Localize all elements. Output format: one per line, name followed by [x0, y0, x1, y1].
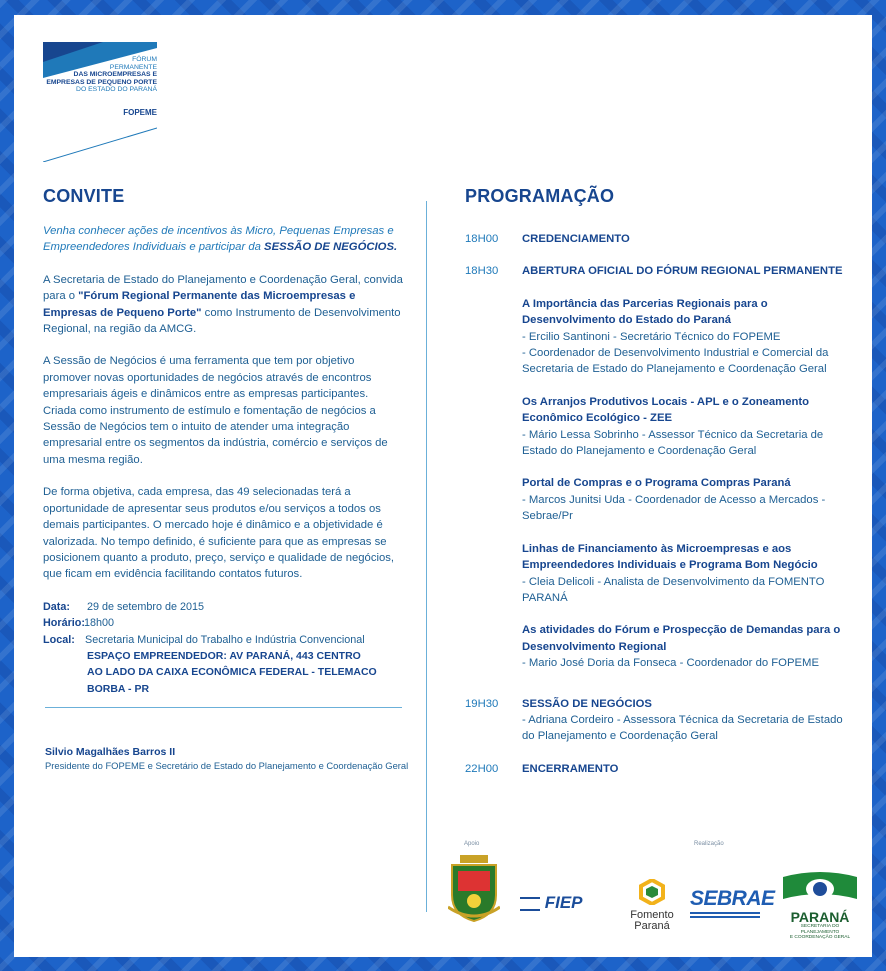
time-label: Horário:: [43, 617, 85, 630]
sebrae-text: SEBRAE: [690, 887, 775, 910]
schedule-time: 22H00: [465, 762, 499, 775]
intro-text: Venha conhecer ações de incentivos às Micro, Pequenas Empresas e Empreendedores Individuais e participar da: [43, 225, 394, 254]
apoio-label: Apoio: [464, 841, 480, 847]
logo-line: DO ESTADO DO PARANÁ: [76, 86, 157, 94]
schedule-time: 18H00: [465, 233, 499, 245]
fopeme-logo: [43, 42, 157, 162]
fomento-text-2: Paraná: [634, 920, 670, 932]
logo-line: DAS MICROEMPRESAS E: [73, 71, 157, 79]
parana-government-logo: [782, 871, 858, 941]
session-item: [522, 541, 845, 607]
schedule-row: [465, 696, 845, 745]
time-value: 18h00: [84, 617, 115, 630]
logo-line: FÓRUM: [132, 56, 157, 63]
fiep-mark-icon: [520, 897, 540, 911]
session-title: Os Arranjos Produtivos Locais - APL e o Zoneamento Econômico Ecológico - ZEE: [522, 395, 810, 425]
session-speaker: - Adriana Cordeiro - Assessora Técnica da Secretaria de Estado do Planejamento e Coordenação Geral: [522, 713, 843, 743]
forum-name: "Fórum Regional Permanente das Microempresas e Empresas de Pequeno Porte": [43, 290, 356, 319]
schedule-time: 18H30: [465, 265, 499, 278]
parana-flag-icon: [783, 871, 857, 905]
date-row: [43, 599, 403, 615]
paragraph-1: [43, 272, 403, 338]
p1-text-end: como Instrumento de Desenvolvimento Regional, na região da AMCG.: [43, 306, 401, 336]
session-speaker: - Mário Lessa Sobrinho - Assessor Técnico da Secretaria de Estado do Planejamento e Coordenação Geral: [522, 428, 824, 458]
time-row: [43, 615, 403, 631]
fomento-parana-logo: [624, 879, 680, 932]
location-row: [43, 632, 403, 648]
session-title: Portal de Compras e o Programa Compras Paraná: [522, 477, 791, 490]
schedule-row: [465, 263, 845, 687]
schedule-event: ABERTURA OFICIAL DO FÓRUM REGIONAL PERMANENTE: [522, 265, 843, 278]
program-schedule: [465, 231, 845, 793]
parana-subtext: SECRETARIA DO PLANEJAMENTO: [800, 924, 840, 935]
intro-bold: SESSÃO DE NEGÓCIOS.: [264, 241, 398, 254]
session-speaker: - Marcos Junitsi Uda - Coordenador de Acesso a Mercados - Sebrae/Pr: [522, 493, 826, 523]
invitation-card: [14, 15, 872, 957]
signer-role: Presidente do FOPEME e Secretário de Estado do Planejamento e Coordenação Geral: [45, 760, 409, 771]
session-title: A Importância das Parcerias Regionais para o Desenvolvimento do Estado do Paraná: [522, 297, 768, 327]
paragraph-2: A Sessão de Negócios é uma ferramenta que tem por objetivo promover novas oportunidades de negócios através de encontros empresariais ágeis e dinâmicos entre as empresas participantes. Criada como instrumento de estímulo e fomentação de negócios a Sessão de Negócios tem o intuito de atender uma integração empresarial entre os segmentos da indústria, comércio e serviços de uma mesma região.: [43, 355, 388, 466]
location-label: Local:: [43, 633, 75, 646]
sebrae-logo: [690, 887, 775, 918]
city-coat-of-arms-logo: [448, 855, 500, 923]
schedule-time: 19H30: [465, 697, 499, 710]
fomento-mark-icon: [639, 879, 665, 905]
session-title: As atividades do Fórum e Prospecção de Demandas para o Desenvolvimento Regional: [522, 624, 841, 653]
date-value: 29 de setembro de 2015: [87, 600, 205, 613]
vertical-divider: [426, 201, 427, 912]
session-speaker: - Mario José Doria da Fonseca - Coordenador do FOPEME: [522, 657, 819, 670]
signer-name: Silvio Magalhães Barros II: [45, 746, 176, 758]
session-item: [522, 475, 845, 524]
address-line-2: AO LADO DA CAIXA ECONÔMICA FEDERAL - TELEMACO BORBA - PR: [87, 666, 377, 695]
fiep-text: FIEP: [544, 893, 583, 912]
session-speaker: - Coordenador de Desenvolvimento Industrial e Comercial da Secretaria de Estado do Planejamento e Coordenação Geral: [522, 347, 829, 376]
programacao-heading: PROGRAMAÇÃO: [465, 186, 615, 206]
convite-heading: CONVITE: [43, 186, 125, 206]
session-speaker: - Cleia Delicoli - Analista de Desenvolvimento da FOMENTO PARANÁ: [522, 575, 825, 604]
parana-text: PARANÁ: [790, 909, 850, 925]
logo-line: EMPRESAS DE PEQUENO PORTE: [46, 78, 157, 86]
logo-line: PERMANENTE: [109, 63, 157, 71]
paragraph-3: De forma objetiva, cada empresa, das 49 selecionadas terá a oportunidade de apresentar seus produtos e/ou serviços a todos os demais participantes. O mercado hoje é dinâmico e a objetividade é valorizada. No tempo definido, é suficiente para que as empresas se posicionem quanto a produto, preço, serviço e qualidade de negócios, que ficam em evidência facilitando contatos futuros.: [43, 486, 395, 581]
schedule-event: ENCERRAMENTO: [522, 762, 619, 775]
intro-paragraph: [43, 223, 403, 256]
parana-subtext-2: E COORDENAÇÃO GERAL: [789, 935, 851, 940]
fiep-logo: [520, 893, 583, 913]
logo-text: [43, 56, 157, 94]
horizontal-divider: [45, 707, 402, 708]
schedule-event: CREDENCIAMENTO: [522, 233, 630, 245]
sponsor-logos: [444, 841, 854, 941]
address-line-1: ESPAÇO EMPREENDEDOR: AV PARANÁ, 443 CENTRO: [87, 649, 361, 662]
logo-brand: FOPEME: [123, 108, 157, 117]
schedule-row: [465, 761, 845, 777]
schedule-row: [465, 231, 845, 247]
session-title: Linhas de Financiamento às Microempresas e aos Empreendedores Individuais e Programa Bom Negócio: [522, 542, 818, 572]
session-speaker: - Ercilio Santinoni - Secretário Técnico do FOPEME: [522, 330, 781, 343]
session-item: [522, 394, 845, 460]
fomento-text: Fomento: [630, 909, 674, 921]
p1-text: A Secretaria de Estado do Planejamento e Coordenação Geral, convida para o: [43, 273, 403, 303]
convite-body: [43, 223, 403, 697]
location-value: Secretaria Municipal do Trabalho e Indústria Convencional: [85, 633, 365, 646]
session-item: [522, 296, 845, 378]
date-label: Data:: [43, 600, 70, 613]
realizacao-label: Realização: [694, 841, 724, 847]
schedule-event: SESSÃO DE NEGÓCIOS: [522, 697, 652, 710]
session-item: [522, 622, 845, 671]
